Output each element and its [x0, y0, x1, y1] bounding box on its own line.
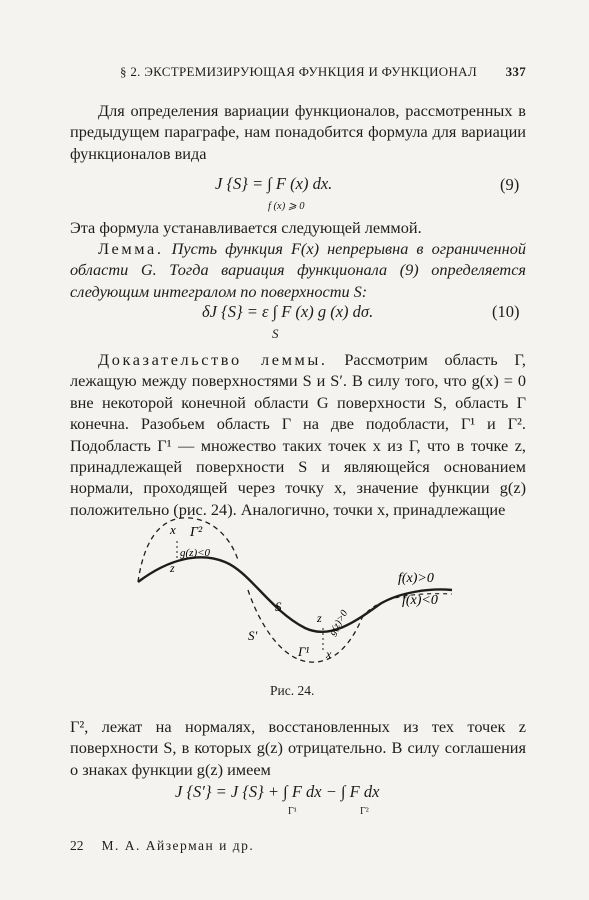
figure-caption: Рис. 24. — [270, 683, 315, 698]
label-z-left: z — [170, 561, 175, 575]
proof-text: Рассмотрим область Г, лежащую между поверхностями S и S′. В силу того, что g(x) = 0 вне некоторой конечной области G поверхности S, область Г конечна. Разобьем область Г на две подобласти, Г¹ и Г². Подобласть Г¹ — множество таких точек x из Г, что в точке z, принадлежащей поверхности S и являющейся основанием нормали, проходящей через точку x, значение функции g(z) положительно (рис. 24). Аналогично, точки x, принадлежащие — [70, 350, 526, 519]
running-header — [120, 64, 526, 80]
figure-24 — [130, 510, 460, 680]
equation-9-body: J {S} = ∫ F (x) dx. — [215, 174, 333, 193]
label-s: S — [275, 599, 282, 614]
paragraph-formula-note: Эта формула устанавливается следующей леммой. — [70, 218, 422, 237]
equation-11-limit-2: Г² — [360, 806, 369, 817]
paragraph-intro: Для определения вариации функционалов, рассмотренных в предыдущем параграфе, нам понадобится формула для вариации функционалов вида — [70, 101, 526, 163]
label-g-negative: g(z)<0 — [180, 547, 211, 559]
label-gamma1: Г¹ — [298, 644, 310, 659]
equation-10-body: δJ {S} = ε ∫ F (x) g (x) dσ. — [202, 302, 374, 321]
proof-paragraph — [70, 349, 526, 520]
paragraph-gamma2: Г², лежат на нормалях, восстановленных из тех точек z поверхности S, в которых g(z) отрицательно. В силу соглашения о знаках функции g(z) имеем — [70, 717, 526, 779]
label-g-positive: g(z)>0 — [327, 608, 351, 638]
running-title: § 2. ЭКСТРЕМИЗИРУЮЩАЯ ФУНКЦИЯ И ФУНКЦИОНАЛ — [120, 64, 477, 79]
equation-9-number: (9) — [500, 175, 520, 194]
label-x-top: x — [170, 522, 176, 537]
label-gamma2: Г² — [190, 525, 203, 540]
proof-label: Доказательство леммы. — [98, 350, 328, 369]
page-number: 337 — [505, 64, 526, 79]
lemma-label: Лемма. — [98, 239, 164, 258]
page-footer — [70, 838, 254, 854]
label-x-bottom: x — [326, 647, 332, 661]
equation-11-limit-1: Г¹ — [288, 806, 297, 817]
label-f-negative: f(x)<0 — [402, 593, 438, 608]
lemma-paragraph — [70, 238, 526, 302]
label-s-prime: S′ — [248, 628, 258, 643]
equation-9-limit: f (x) ⩾ 0 — [268, 201, 305, 212]
label-f-positive: f(x)>0 — [398, 571, 434, 586]
lemma-text: Пусть функция F(x) непрерывна в ограниченной области G. Тогда вариация функционала (9) определяется следующим интегралом по поверхности S: — [70, 239, 526, 301]
signature-number: 22 — [70, 838, 84, 853]
footer-authors: М. А. Айзерман и др. — [101, 838, 255, 853]
label-z-right: z — [317, 611, 322, 625]
equation-10-number: (10) — [492, 302, 520, 321]
equation-11-body: J {S′} = J {S} + ∫ F dx − ∫ F dx — [175, 782, 380, 801]
equation-10-limit: S — [272, 326, 279, 341]
